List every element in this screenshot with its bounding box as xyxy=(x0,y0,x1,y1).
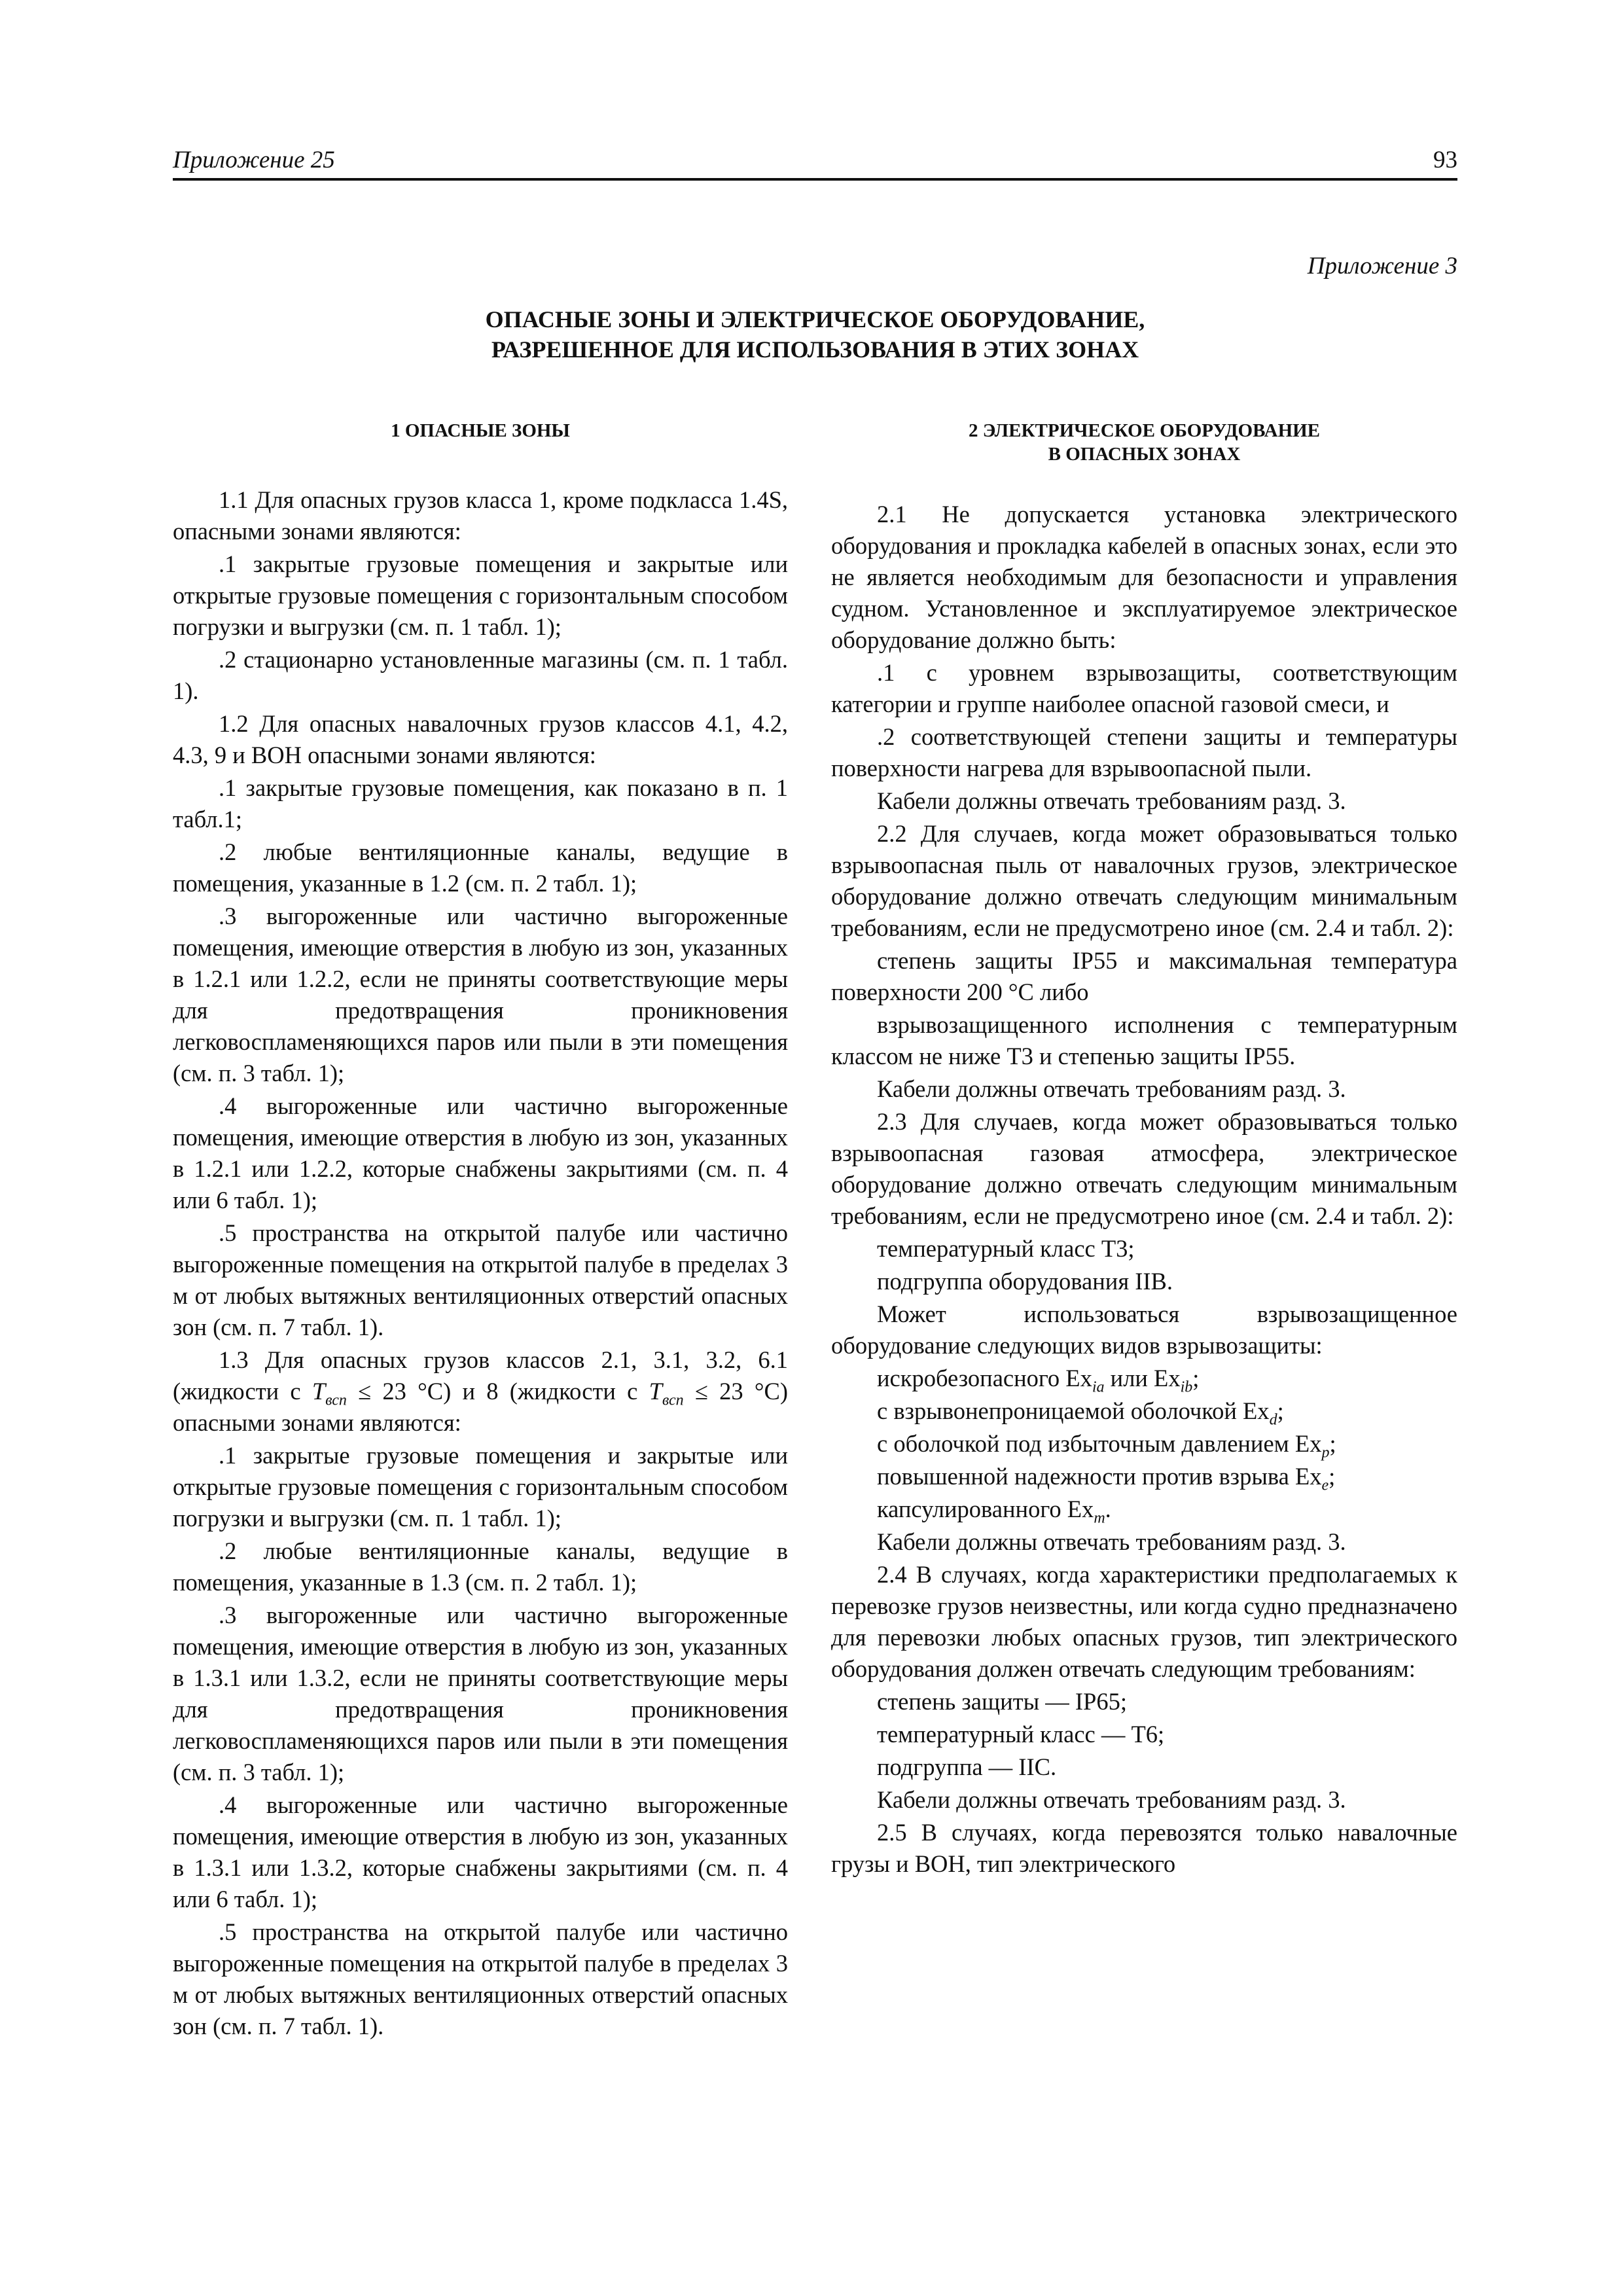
paragraph-1-1: 1.1 Для опасных грузов класса 1, кроме подкласса 1.4S, опасными зонами являются: xyxy=(173,486,788,545)
paragraph-1-1-1: .1 закрытые грузовые помещения и закрытые или открытые грузовые помещения с горизонтальным способом погрузки и выгрузки (см. п. 1 табл. 1); xyxy=(173,550,788,640)
document-title xyxy=(173,304,1457,365)
left-column xyxy=(173,419,788,2043)
paragraph-2-4-c: подгруппа — IIС. xyxy=(877,1753,1057,1780)
section-2-heading-line-2: В ОПАСНЫХ ЗОНАХ xyxy=(1048,444,1241,465)
ex-ia-subscript: ia xyxy=(1092,1378,1105,1396)
running-header-title: Приложение 25 xyxy=(173,147,335,173)
running-header xyxy=(173,145,1457,181)
temperature-symbol: T xyxy=(312,1378,326,1405)
paragraph-2-4-a: степень защиты — IP65; xyxy=(877,1688,1127,1715)
protection-type-increased-safety: повышенной надежности против взрыва $Ex_e$; xyxy=(877,1463,1336,1494)
paragraph-2-2: 2.2 Для случаев, когда может образовываться только взрывоопасная пыль от навалочных грузов, электрическое оборудование должно отвечать следующим минимальным требованиям, если не предусмотрено иное (см. 2.4 и табл. 2): xyxy=(831,820,1457,941)
cables-note-4: Кабели должны отвечать требованиям разд. 3. xyxy=(877,1786,1346,1813)
paragraph-2-1-2: .2 соответствующей степени защиты и температуры поверхности нагрева для взрывоопасной пыли. xyxy=(831,723,1457,781)
paragraph-2-3-b: подгруппа оборудования IIВ. xyxy=(877,1268,1173,1295)
ex-ib-subscript: ib xyxy=(1180,1378,1193,1396)
protection-type-flameproof: с взрывонепроницаемой оболочкой $Ex_d$; xyxy=(877,1397,1284,1429)
cables-note-1: Кабели должны отвечать требованиям разд. 3. xyxy=(877,787,1346,814)
cables-note-2: Кабели должны отвечать требованиям разд. 3. xyxy=(877,1075,1346,1102)
paragraph-2-2-b: взрывозащищенного исполнения с температурным классом не ниже Т3 и степенью защиты IP55. xyxy=(831,1011,1457,1069)
ex-p-label: с оболочкой под избыточным давлением Ex xyxy=(877,1430,1322,1457)
paragraph-1-2-3: .3 выгороженные или частично выгороженные помещения, имеющие отверстия в любую из зон, указанных в 1.2.1 или 1.2.2, если не приняты соответствующие меры для предотвращения проникновения легковоспламеняющихся паров или пыли в эти помещения (см. п. 3 табл. 1); xyxy=(173,903,788,1086)
ex-d-label: с взрывонепроницаемой оболочкой Ex xyxy=(877,1397,1270,1424)
paragraph-2-4: 2.4 В случаях, когда характеристики предполагаемых к перевозке грузов неизвестны, или когда судно предназначено для перевозки любых опасных грузов, тип электрического оборудования должен отвечать следующим требованиям: xyxy=(831,1561,1457,1682)
paragraph-2-1-1: .1 с уровнем взрывозащиты, соответствующим категории и группе наиболее опасной газовой смеси, и xyxy=(831,659,1457,717)
paragraph-2-3-a: температурный класс Т3; xyxy=(877,1235,1135,1262)
section-1-heading: 1 ОПАСНЫЕ ЗОНЫ xyxy=(391,420,570,441)
paragraph-1-3-3: .3 выгороженные или частично выгороженные помещения, имеющие отверстия в любую из зон, указанных в 1.3.1 или 1.3.2, если не приняты соответствующие меры для предотвращения проникновения легковоспламеняющихся паров или пыли в эти помещения (см. п. 3 табл. 1); xyxy=(173,1602,788,1785)
right-column xyxy=(831,419,1457,1881)
paragraph-1-2-5: .5 пространства на открытой палубе или частично выгороженные помещения на открытой палубе в пределах 3 м от любых вытяжных вентиляционных отверстий опасных зон (см. п. 7 табл. 1). xyxy=(173,1219,788,1340)
protection-type-encapsulated: капсулированного $Ex_m$. xyxy=(877,1496,1111,1527)
paragraph-1-1-2: .2 стационарно установленные магазины (см. п. 1 табл. 1). xyxy=(173,646,788,704)
paragraph-1-3-part-a: 1.3 Для опасных грузов классов 2.1, 3.1, 3.2, 6.1 (жидкости с xyxy=(173,1346,788,1405)
paragraph-2-2-a: степень защиты IP55 и максимальная температура поверхности 200 °С либо xyxy=(831,947,1457,1005)
appendix-label: Приложение 3 xyxy=(1307,253,1457,279)
page-number: 93 xyxy=(1433,147,1457,173)
paragraph-1-3-2: .2 любые вентиляционные каналы, ведущие в помещения, указанные в 1.3 (см. п. 2 табл. 1); xyxy=(173,1537,788,1596)
paragraph-1-2: 1.2 Для опасных навалочных грузов классов 4.1, 4.2, 4.3, 9 и ВОН опасными зонами являются: xyxy=(173,710,788,768)
paragraph-1-2-1: .1 закрытые грузовые помещения, как показано в п. 1 табл.1; xyxy=(173,774,788,833)
ex-e-subscript: e xyxy=(1321,1477,1329,1494)
temperature-subscript: всп xyxy=(325,1391,347,1409)
paragraph-2-4-b: температурный класс — Т6; xyxy=(877,1721,1165,1748)
paragraph-2-1: 2.1 Не допускается установка электрического оборудования и прокладка кабелей в опасных зонах, если это не является необходимым для безопасности и управления судном. Установленное и эксплуатируемое электрическое оборудование должно быть: xyxy=(831,501,1457,653)
paragraph-1-3-part-b: ≤ 23 °С) и 8 (жидкости с xyxy=(346,1378,649,1405)
paragraph-1-3-5: .5 пространства на открытой палубе или частично выгороженные помещения на открытой палубе в пределах 3 м от любых вытяжных вентиляционных отверстий опасных зон (см. п. 7 табл. 1). xyxy=(173,1918,788,2039)
cables-note-3: Кабели должны отвечать требованиям разд. 3. xyxy=(877,1528,1346,1555)
section-2-heading xyxy=(831,419,1457,466)
paragraph-1-3-4: .4 выгороженные или частично выгороженные помещения, имеющие отверстия в любую из зон, указанных в 1.3.1 или 1.3.2, которые снабжены закрытиями (см. п. 4 или 6 табл. 1); xyxy=(173,1791,788,1912)
protection-type-intrinsic: искробезопасного $Ex_{ia}$ или $Ex_{ib}$; xyxy=(877,1365,1200,1396)
paragraph-2-3: 2.3 Для случаев, когда может образовываться только взрывоопасная газовая атмосфера, электрическое оборудование должно отвечать следующим минимальным требованиям, если не предусмотрено иное (см. 2.4 и табл. 2): xyxy=(831,1108,1457,1229)
document-title-line-1: ОПАСНЫЕ ЗОНЫ И ЭЛЕКТРИЧЕСКОЕ ОБОРУДОВАНИЕ, xyxy=(485,306,1145,332)
temperature-symbol-2: T xyxy=(649,1378,662,1405)
ex-p-subscript: p xyxy=(1321,1444,1330,1462)
paragraph-1-2-2: .2 любые вентиляционные каналы, ведущие в помещения, указанные в 1.2 (см. п. 2 табл. 1); xyxy=(173,838,788,897)
temperature-subscript-2: всп xyxy=(662,1391,684,1409)
ex-or-label: или Ex xyxy=(1104,1365,1181,1391)
ex-d-subscript: d xyxy=(1269,1411,1277,1429)
protection-type-pressurized: с оболочкой под избыточным давлением $Ex_p$; xyxy=(877,1430,1336,1462)
ex-m-label: капсулированного Ex xyxy=(877,1496,1094,1522)
paragraph-1-2-4: .4 выгороженные или частично выгороженные помещения, имеющие отверстия в любую из зон, указанных в 1.2.1 или 1.2.2, которые снабжены закрытиями (см. п. 4 или 6 табл. 1); xyxy=(173,1092,788,1213)
paragraph-2-3-c: Может использоваться взрывозащищенное оборудование следующих видов взрывозащиты: xyxy=(831,1300,1457,1359)
ex-e-label: повышенной надежности против взрыва Ex xyxy=(877,1463,1322,1490)
section-2-heading-line-1: 2 ЭЛЕКТРИЧЕСКОЕ ОБОРУДОВАНИЕ xyxy=(968,420,1321,441)
ex-m-subscript: m xyxy=(1094,1509,1105,1527)
paragraph-1-3 xyxy=(173,1344,788,1439)
document-title-line-2: РАЗРЕШЕННОЕ ДЛЯ ИСПОЛЬЗОВАНИЯ В ЭТИХ ЗОНАХ xyxy=(491,336,1139,363)
ex-ia-label: искробезопасного Ex xyxy=(877,1365,1092,1391)
paragraph-1-3-1: .1 закрытые грузовые помещения и закрытые или открытые грузовые помещения с горизонтальным способом погрузки и выгрузки (см. п. 1 табл. 1); xyxy=(173,1442,788,1532)
paragraph-2-5: 2.5 В случаях, когда перевозятся только навалочные грузы и ВОН, тип электрического xyxy=(831,1819,1457,1877)
paragraph-1-3-part-c: ≤ 23 °С) опасными зонами являются: xyxy=(173,1378,788,1436)
